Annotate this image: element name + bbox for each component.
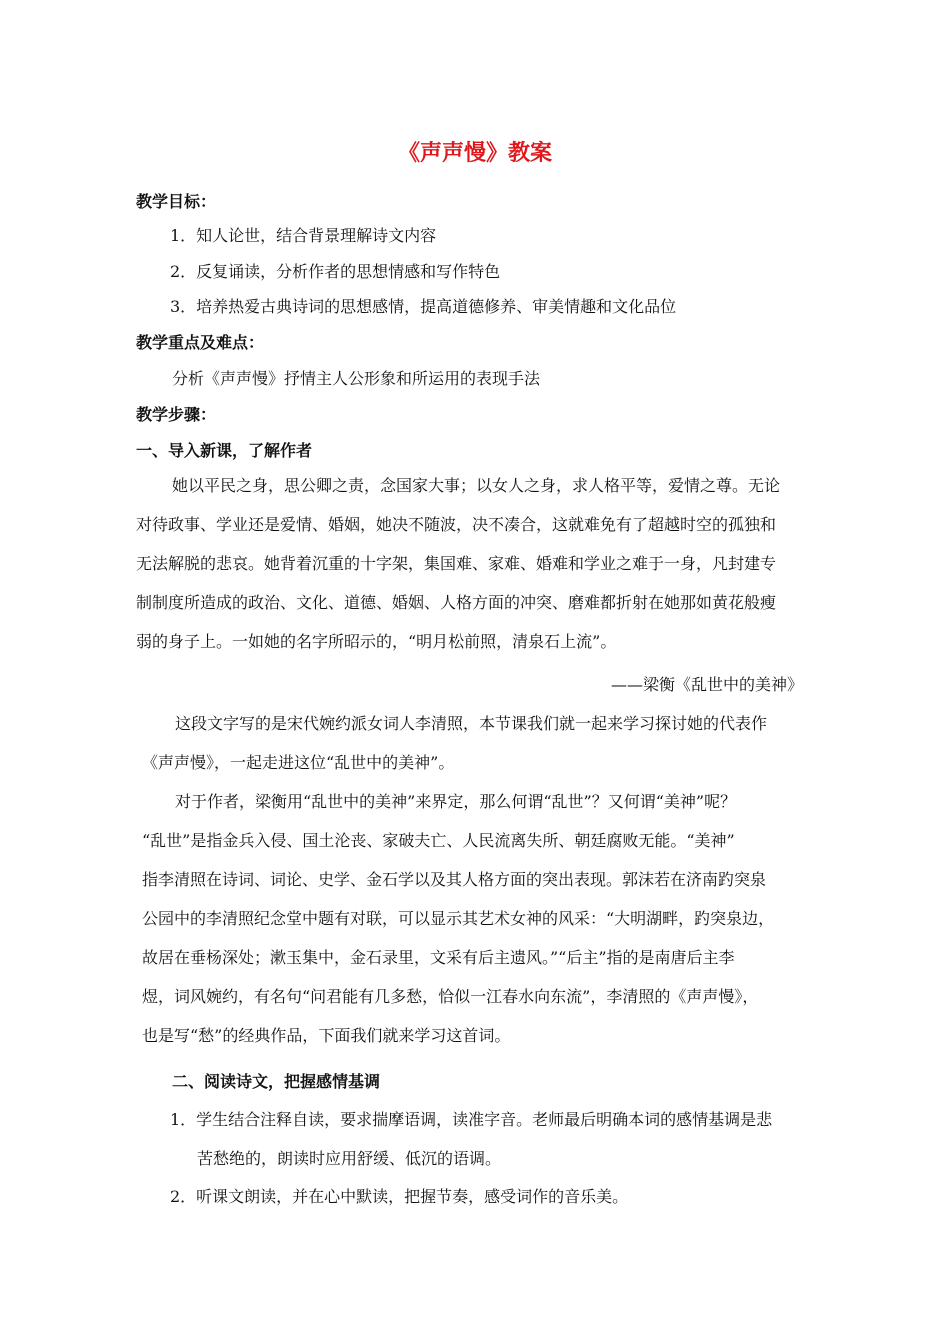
document-title: 《声声慢》教案	[397, 141, 552, 166]
objective-item: 1．知人论世，结合背景理解诗文内容	[170, 226, 437, 245]
section-1-heading: 一、导入新课，了解作者	[136, 441, 313, 460]
key-points-heading: 教学重点及难点：	[136, 333, 265, 352]
quote-line: 她以平民之身，思公卿之责，念国家大事；以女人之身，求人格平等，爱情之尊。无论	[172, 476, 781, 495]
steps-heading: 教学步骤：	[136, 405, 217, 424]
paragraph-line: “乱世”是指金兵入侵、国土沦丧、家破夫亡、人民流离失所、朝廷腐败无能。“美神”	[142, 831, 735, 850]
objectives-heading: 教学目标：	[136, 192, 217, 211]
quote-line: 无法解脱的悲哀。她背着沉重的十字架，集国难、家难、婚难和学业之难于一身，凡封建专	[136, 554, 777, 573]
paragraph-line: 公园中的李清照纪念堂中题有对联，可以显示其艺术女神的风采：“大明湖畔，趵突泉边，	[142, 909, 775, 928]
section-2-item-continued: 苦愁绝的，朗读时应用舒缓、低沉的语调。	[197, 1149, 502, 1168]
paragraph-line: 《声声慢》，一起走进这位“乱世中的美神”。	[142, 753, 455, 772]
quote-source: ——梁衡《乱世中的美神》	[610, 675, 803, 694]
section-2-item: 1．学生结合注释自读，要求揣摩语调，读准字音。老师最后明确本词的感情基调是悲	[170, 1110, 773, 1129]
paragraph-line: 也是写“愁”的经典作品，下面我们就来学习这首词。	[142, 1026, 511, 1045]
section-2-heading: 二、阅读诗文，把握感情基调	[172, 1072, 381, 1091]
quote-line: 对待政事、学业还是爱情、婚姻，她决不随波，决不凑合，这就难免有了超越时空的孤独和	[136, 515, 777, 534]
paragraph-line: 煜，词风婉约，有名句“问君能有几多愁，恰似一江春水向东流”，李清照的《声声慢》，	[142, 987, 759, 1006]
paragraph-line: 指李清照在诗词、词论、史学、金石学以及其人格方面的突出表现。郭沫若在济南趵突泉	[142, 870, 767, 889]
paragraph-line: 故居在垂杨深处；漱玉集中，金石录里，文采有后主遗风。”“后主”指的是南唐后主李	[142, 948, 735, 967]
quote-line: 弱的身子上。一如她的名字所昭示的，“明月松前照，清泉石上流”。	[136, 632, 617, 651]
paragraph-line: 这段文字写的是宋代婉约派女词人李清照，本节课我们就一起来学习探讨她的代表作	[175, 714, 768, 733]
key-points-text: 分析《声声慢》抒情主人公形象和所运用的表现手法	[172, 369, 541, 388]
objective-item: 2．反复诵读，分析作者的思想情感和写作特色	[170, 262, 501, 281]
paragraph-line: 对于作者，梁衡用“乱世中的美神”来界定，那么何谓“乱世”？又何谓“美神”呢？	[175, 792, 737, 811]
objective-item: 3．培养热爱古典诗词的思想感情，提高道德修养、审美情趣和文化品位	[170, 297, 677, 316]
quote-line: 制制度所造成的政治、文化、道德、婚姻、人格方面的冲突、磨难都折射在她那如黄花般瘦	[136, 593, 777, 612]
section-2-item: 2．听课文朗读，并在心中默读，把握节奏，感受词作的音乐美。	[170, 1187, 629, 1206]
